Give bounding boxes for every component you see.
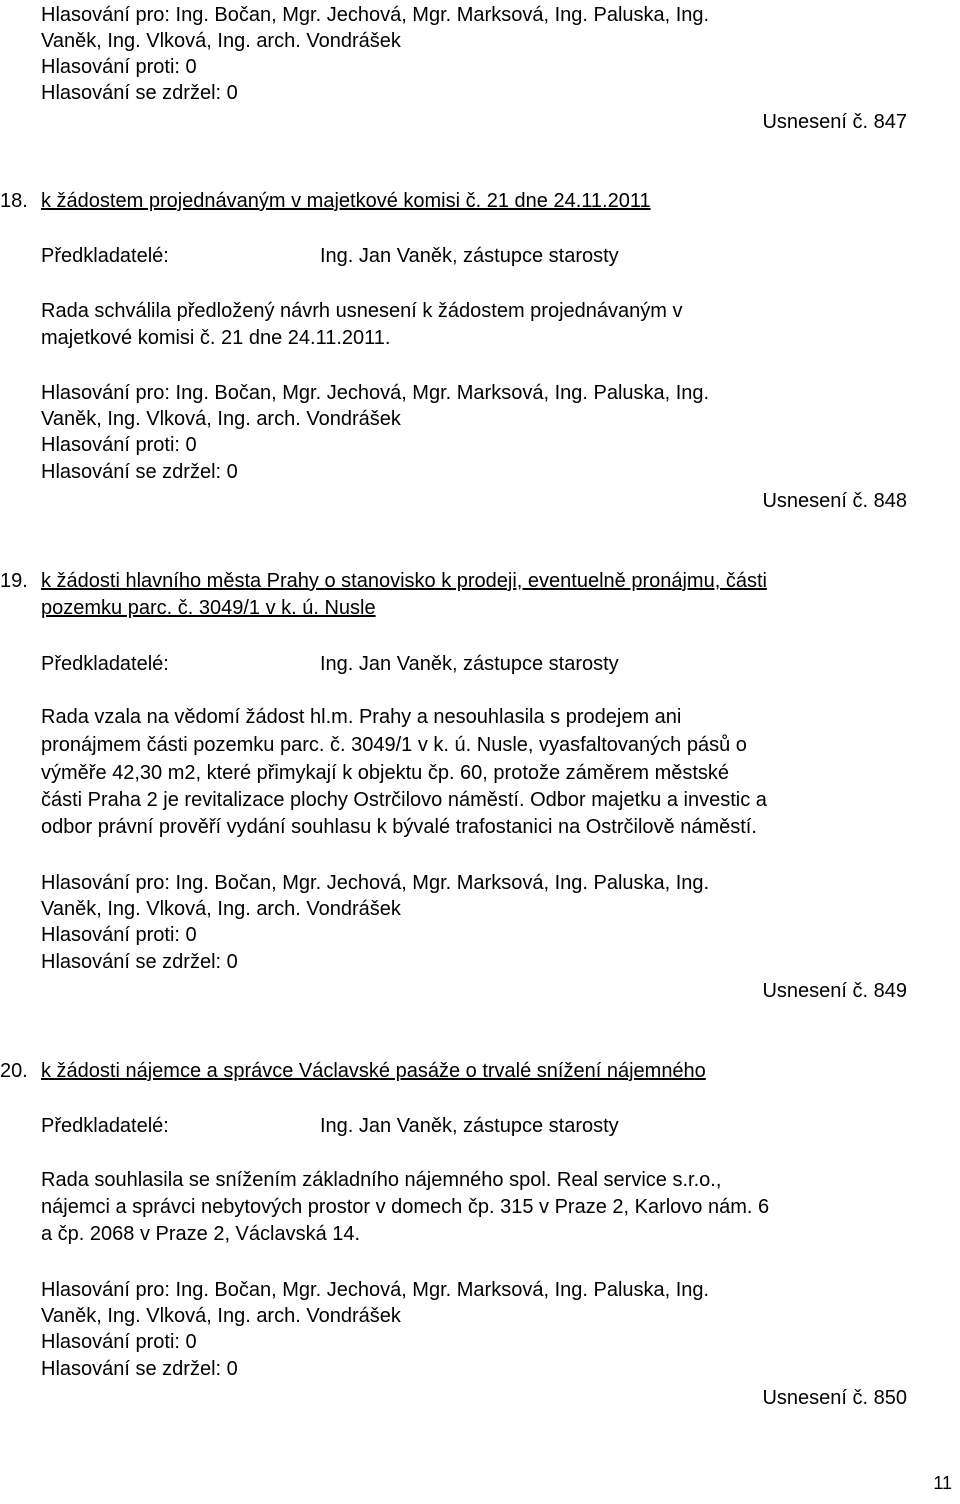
resolution-text: části Praha 2 je revitalizace plochy Ostrčilovo náměstí. Odbor majetku a investic a	[41, 789, 767, 811]
resolution-number: Usnesení č. 847	[762, 111, 907, 133]
resolution-text: Rada schválila předložený návrh usnesení k žádostem projednávaným v	[41, 300, 683, 322]
resolution-text: pronájmem části pozemku parc. č. 3049/1 v k. ú. Nusle, vyasfaltovaných pásů o	[41, 734, 747, 756]
resolution-text: nájemci a správci nebytových prostor v domech čp. 315 v Praze 2, Karlovo nám. 6	[41, 1196, 770, 1218]
resolution-number: Usnesení č. 850	[762, 1387, 907, 1409]
item-number: 18.	[0, 190, 28, 212]
vote-for-line-1: Hlasování pro: Ing. Bočan, Mgr. Jechová, Mgr. Marksová, Ing. Paluska, Ing.	[41, 382, 710, 404]
resolution-text: Rada vzala na vědomí žádost hl.m. Prahy a nesouhlasila s prodejem ani	[41, 706, 682, 728]
proposer-name: Ing. Jan Vaněk, zástupce starosty	[320, 653, 619, 675]
item-title: k žádosti nájemce a správce Václavské pasáže o trvalé snížení nájemného	[41, 1060, 706, 1082]
resolution-number: Usnesení č. 848	[762, 490, 907, 512]
item-number: 20.	[0, 1060, 28, 1082]
proposer-label: Předkladatelé:	[41, 1115, 169, 1137]
vote-for-line-1: Hlasování pro: Ing. Bočan, Mgr. Jechová, Mgr. Marksová, Ing. Paluska, Ing.	[41, 872, 710, 894]
item-number: 19.	[0, 570, 28, 592]
vote-for-line-2: Vaněk, Ing. Vlková, Ing. arch. Vondrášek	[41, 408, 401, 430]
resolution-text: majetkové komisi č. 21 dne 24.11.2011.	[41, 327, 391, 349]
vote-against: Hlasování proti: 0	[41, 434, 197, 456]
vote-for-line-1: Hlasování pro: Ing. Bočan, Mgr. Jechová, Mgr. Marksová, Ing. Paluska, Ing.	[41, 4, 710, 26]
vote-against: Hlasování proti: 0	[41, 1331, 197, 1353]
vote-for-line-1: Hlasování pro: Ing. Bočan, Mgr. Jechová, Mgr. Marksová, Ing. Paluska, Ing.	[41, 1279, 710, 1301]
vote-against: Hlasování proti: 0	[41, 924, 197, 946]
proposer-label: Předkladatelé:	[41, 653, 169, 675]
resolution-number: Usnesení č. 849	[762, 980, 907, 1002]
proposer-label: Předkladatelé:	[41, 245, 169, 267]
proposer-name: Ing. Jan Vaněk, zástupce starosty	[320, 245, 619, 267]
item-title: k žádosti hlavního města Prahy o stanovisko k prodeji, eventuelně pronájmu, části	[41, 570, 767, 592]
resolution-text: výměře 42,30 m2, které přimykají k objektu čp. 60, protože záměrem městské	[41, 762, 730, 784]
vote-against: Hlasování proti: 0	[41, 56, 197, 78]
vote-abstain: Hlasování se zdržel: 0	[41, 951, 238, 973]
proposer-name: Ing. Jan Vaněk, zástupce starosty	[320, 1115, 619, 1137]
vote-for-line-2: Vaněk, Ing. Vlková, Ing. arch. Vondrášek	[41, 898, 401, 920]
resolution-text: odbor právní prověří vydání souhlasu k bývalé trafostanici na Ostrčilově náměstí.	[41, 816, 757, 838]
resolution-text: Rada souhlasila se snížením základního nájemného spol. Real service s.r.o.,	[41, 1169, 722, 1191]
item-title: k žádostem projednávaným v majetkové komisi č. 21 dne 24.11.2011	[41, 190, 651, 212]
vote-for-line-2: Vaněk, Ing. Vlková, Ing. arch. Vondrášek	[41, 30, 401, 52]
page-number: 11	[933, 1473, 952, 1493]
vote-abstain: Hlasování se zdržel: 0	[41, 82, 238, 104]
vote-abstain: Hlasování se zdržel: 0	[41, 461, 238, 483]
vote-for-line-2: Vaněk, Ing. Vlková, Ing. arch. Vondrášek	[41, 1305, 401, 1327]
item-title: pozemku parc. č. 3049/1 v k. ú. Nusle	[41, 597, 376, 619]
vote-abstain: Hlasování se zdržel: 0	[41, 1358, 238, 1380]
resolution-text: a čp. 2068 v Praze 2, Václavská 14.	[41, 1223, 361, 1245]
